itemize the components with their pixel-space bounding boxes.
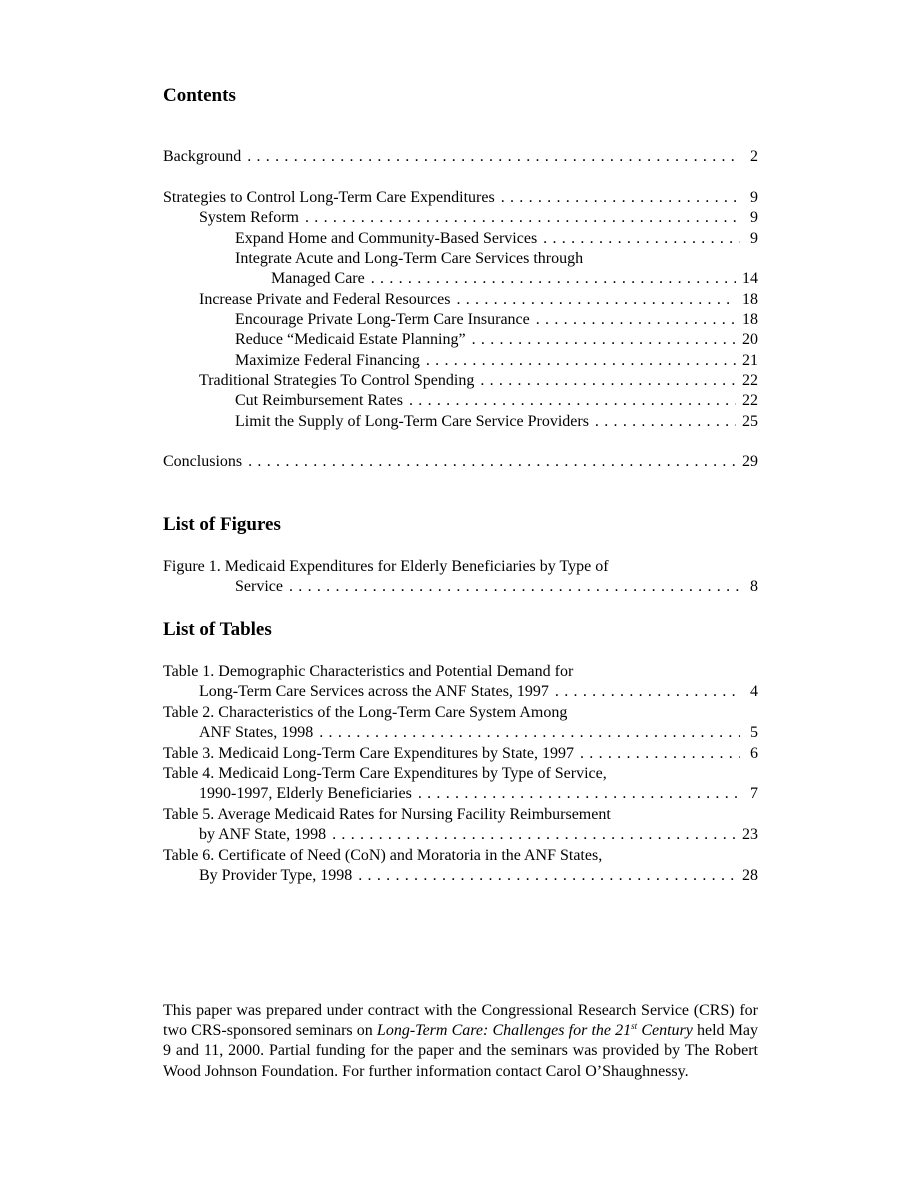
table-label: By Provider Type, 1998 [199, 867, 353, 884]
toc-entry-conclusions[interactable] [163, 452, 758, 472]
toc-page-number: 9 [750, 189, 758, 206]
dot-leader [472, 330, 736, 350]
toc-page-number: 18 [742, 311, 758, 328]
table-label: 1990-1997, Elderly Beneficiaries [199, 785, 412, 802]
table-page-number: 6 [750, 745, 758, 762]
table-label: by ANF State, 1998 [199, 826, 327, 843]
dot-leader [305, 208, 740, 228]
toc-entry-system-reform[interactable] [199, 208, 758, 228]
toc-entry-strategies[interactable] [163, 188, 758, 208]
toc-entry-traditional-strategies[interactable] [199, 371, 758, 391]
dot-leader [501, 188, 740, 208]
figure-label-line1: Figure 1. Medicaid Expenditures for Elderly Beneficiaries by Type of [163, 558, 609, 575]
table-page-number: 23 [742, 826, 758, 843]
toc-label: Strategies to Control Long-Term Care Expenditures [163, 189, 495, 206]
table-entry-5[interactable] [163, 805, 758, 845]
table-label-line1: Table 2. Characteristics of the Long-Term Care System Among [163, 704, 568, 721]
toc-label: System Reform [199, 209, 299, 226]
seminar-title-end: Century [641, 1022, 693, 1040]
toc-page-number: 14 [742, 270, 758, 287]
toc-entry-limit-supply[interactable] [235, 412, 758, 432]
dot-leader [332, 825, 736, 845]
toc-page-number: 22 [742, 392, 758, 409]
toc-label: Maximize Federal Financing [235, 352, 420, 369]
toc-page-number: 22 [742, 372, 758, 389]
toc-page-number: 25 [742, 413, 758, 430]
toc-page-number: 21 [742, 352, 758, 369]
table-label: Table 3. Medicaid Long-Term Care Expenditures by State, 1997 [163, 745, 574, 762]
table-label-line1: Table 4. Medicaid Long-Term Care Expenditures by Type of Service, [163, 765, 607, 782]
dot-leader [536, 310, 736, 330]
contents-heading: Contents [163, 85, 236, 106]
dot-leader [248, 452, 736, 472]
toc-label: Traditional Strategies To Control Spending [199, 372, 475, 389]
toc-label-line1: Integrate Acute and Long-Term Care Services through [235, 250, 584, 267]
dot-leader [543, 229, 740, 249]
dot-leader [418, 784, 740, 804]
table-entry-3[interactable] [163, 744, 758, 764]
table-label: Long-Term Care Services across the ANF States, 1997 [199, 683, 549, 700]
table-page-number: 28 [742, 867, 758, 884]
toc-label: Encourage Private Long-Term Care Insurance [235, 311, 530, 328]
seminar-title-sup: st [631, 1021, 638, 1032]
table-entry-4[interactable] [163, 764, 758, 804]
toc-label: Reduce “Medicaid Estate Planning” [235, 331, 466, 348]
dot-leader [555, 682, 740, 702]
toc-label: Limit the Supply of Long-Term Care Service Providers [235, 413, 589, 430]
table-label-line1: Table 6. Certificate of Need (CoN) and Moratoria in the ANF States, [163, 847, 603, 864]
toc-label: Expand Home and Community-Based Services [235, 230, 538, 247]
table-page-number: 4 [750, 683, 758, 700]
toc-page-number: 9 [750, 209, 758, 226]
figure-entry-1[interactable] [163, 557, 758, 597]
dot-leader [595, 412, 736, 432]
toc-entry-federal-financing[interactable] [235, 351, 758, 371]
dot-leader [289, 577, 740, 597]
tables-heading: List of Tables [163, 619, 272, 640]
table-entry-1[interactable] [163, 662, 758, 702]
toc-page-number: 9 [750, 230, 758, 247]
toc-entry-expand-home[interactable] [235, 229, 758, 249]
funding-note-part1: This paper was prepared under contract with the Congressional Research Service (CRS) for two CRS-sponsored seminars on [163, 1002, 758, 1040]
toc-label: Cut Reimbursement Rates [235, 392, 403, 409]
dot-leader [409, 391, 736, 411]
table-page-number: 5 [750, 724, 758, 741]
toc-entry-background[interactable] [163, 147, 758, 167]
dot-leader [580, 744, 740, 764]
dot-leader [319, 723, 740, 743]
table-entry-2[interactable] [163, 703, 758, 743]
table-entry-6[interactable] [163, 846, 758, 886]
dot-leader [456, 290, 736, 310]
toc-label: Increase Private and Federal Resources [199, 291, 451, 308]
dot-leader [371, 269, 736, 289]
table-page-number: 7 [750, 785, 758, 802]
toc-page-number: 29 [742, 453, 758, 470]
toc-page-number: 18 [742, 291, 758, 308]
funding-note-part2: held May 9 and 11, 2000. Partial funding for the paper and the seminars was provided by The Robert Wood Johnson Foundation. For further information contact Carol O’Shaughnessy. [163, 1022, 759, 1080]
table-label-line1: Table 1. Demographic Characteristics and Potential Demand for [163, 663, 574, 680]
dot-leader [358, 866, 736, 886]
toc-label: Background [163, 148, 242, 165]
figures-heading: List of Figures [163, 514, 281, 535]
table-label: ANF States, 1998 [199, 724, 314, 741]
toc-page-number: 2 [750, 148, 758, 165]
toc-entry-cut-rates[interactable] [235, 391, 758, 411]
dot-leader [480, 371, 736, 391]
dot-leader [426, 351, 736, 371]
dot-leader [247, 147, 740, 167]
table-label-line1: Table 5. Average Medicaid Rates for Nursing Facility Reimbursement [163, 806, 611, 823]
figure-page-number: 8 [750, 578, 758, 595]
toc-entry-integrate-acute[interactable] [235, 249, 758, 289]
toc-label: Managed Care [271, 270, 365, 287]
toc-entry-estate-planning[interactable] [235, 330, 758, 350]
toc-entry-private-insurance[interactable] [235, 310, 758, 330]
seminar-title: Long-Term Care: Challenges for the 21 [376, 1022, 632, 1040]
figure-label: Service [235, 578, 283, 595]
toc-entry-increase-resources[interactable] [199, 290, 758, 310]
toc-page-number: 20 [742, 331, 758, 348]
toc-label: Conclusions [163, 453, 243, 470]
funding-note [163, 1001, 758, 1082]
